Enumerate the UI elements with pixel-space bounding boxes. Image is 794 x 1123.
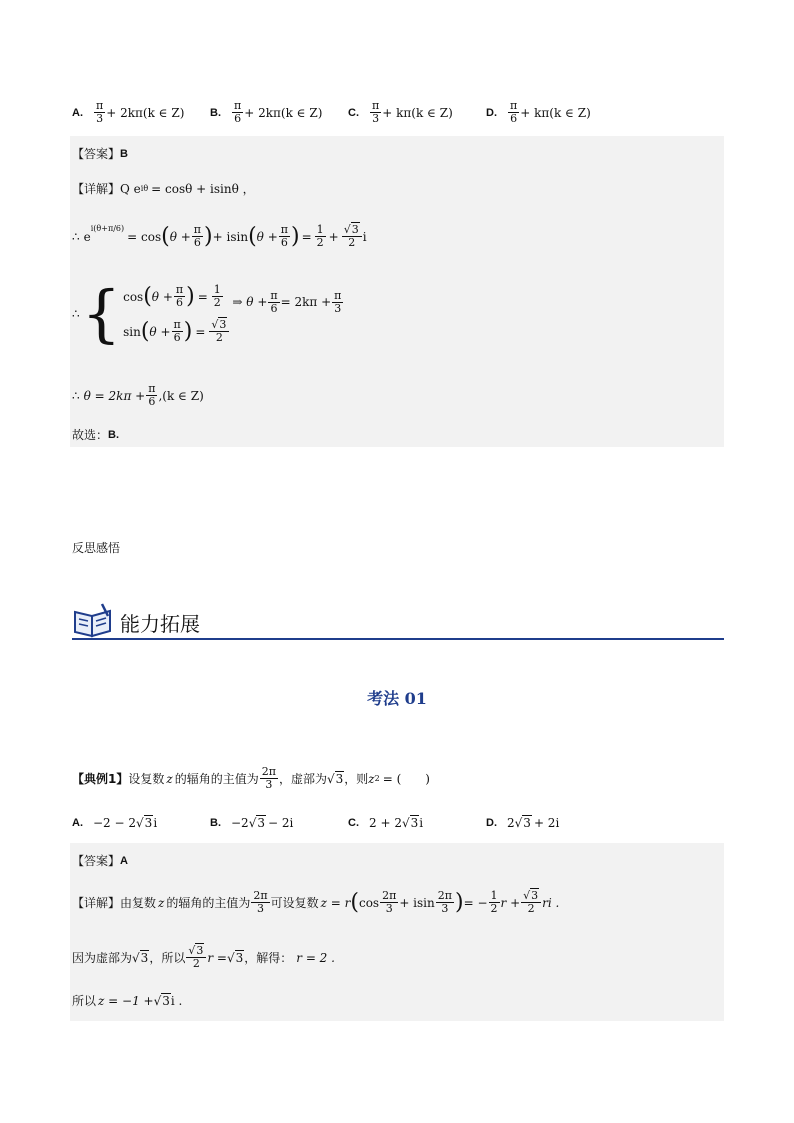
option-a: A. $\frac{\pi}{3}$ + 2kπ(k ∈ Z) <box>72 99 185 125</box>
solution2-detail: 【详解】 由复数 z 的辐角的主值为 $\frac{2\pi}{3}$ 可设复数 z = r ( cos $\frac{2\pi}{3}$ + isin $\frac{2\pi}{3}$ ) = − $\frac{1}{2}$ r + $\frac{√3}{2}$ ri . <box>72 889 560 915</box>
solution1-line4: ∴ θ = 2kπ + $\frac{\pi}{6}$ ,(k ∈ Z) <box>72 382 204 408</box>
section-divider <box>72 638 724 640</box>
reflection-heading: 反思感悟 <box>72 541 121 555</box>
solution2-line3: 所以 z = −1 + √3 i . <box>72 993 183 1008</box>
open-book-icon <box>72 602 114 641</box>
solution1-detail-line1: 【详解】 Q e iθ = cosθ + isinθ ， <box>72 181 255 196</box>
prev-options-row <box>72 100 712 125</box>
option-d: D. $\frac{\pi}{6}$ + kπ(k ∈ Z) <box>486 99 591 125</box>
section-header <box>72 602 724 642</box>
option-b: B. $\frac{\pi}{6}$ + 2kπ(k ∈ Z) <box>210 99 323 125</box>
method-title: 考法 01 <box>367 689 427 708</box>
example-options-row <box>72 816 712 830</box>
solution1-line2: ∴ e $^{i(\theta+\pi/6)}$ = cos ( θ + $\frac{\pi}{6}$ ) + isin ( θ + $\frac{\pi}{6}$ ) = $\frac{1}{2}$ + $\frac{√3}{2}$ i <box>72 223 367 249</box>
solution1-system: ∴ { cos ( θ + $\frac{\pi}{6}$ ) = $\frac{1}{2}$ sin ( θ + $\frac{\pi}{6}$ ) = $\frac{√3}{2}$ ⇒ θ + $\frac{\pi}{6}$ = 2kπ + $\frac{\pi}{3}$ <box>72 277 342 350</box>
example-question: 【典例1】 设复数 z 的辐角的主值为 $\frac{2\pi}{3}$ ，虚部为 √3 ，则 z 2 = ( ) <box>72 765 430 791</box>
example-option-b: B. −2 √3 − 2i <box>210 816 294 830</box>
solution2-line2: 因为虚部为 √3 ，所以 $\frac{√3}{2}$ r = √3 ，解得： r = 2 . <box>72 944 335 970</box>
solution1-select: 故选： B. <box>72 428 120 442</box>
section-title: 能力拓展 <box>120 612 200 636</box>
solution2-answer: 【答案】 A <box>72 854 128 868</box>
solution1-answer: 【答案】 B <box>72 147 128 161</box>
example-option-a: A. −2 − 2 √3 i <box>72 816 158 830</box>
example-option-c: C. 2 + 2 √3 i <box>348 816 424 830</box>
option-c: C. $\frac{\pi}{3}$ + kπ(k ∈ Z) <box>348 99 453 125</box>
example-option-d: D. 2 √3 + 2i <box>486 816 560 830</box>
